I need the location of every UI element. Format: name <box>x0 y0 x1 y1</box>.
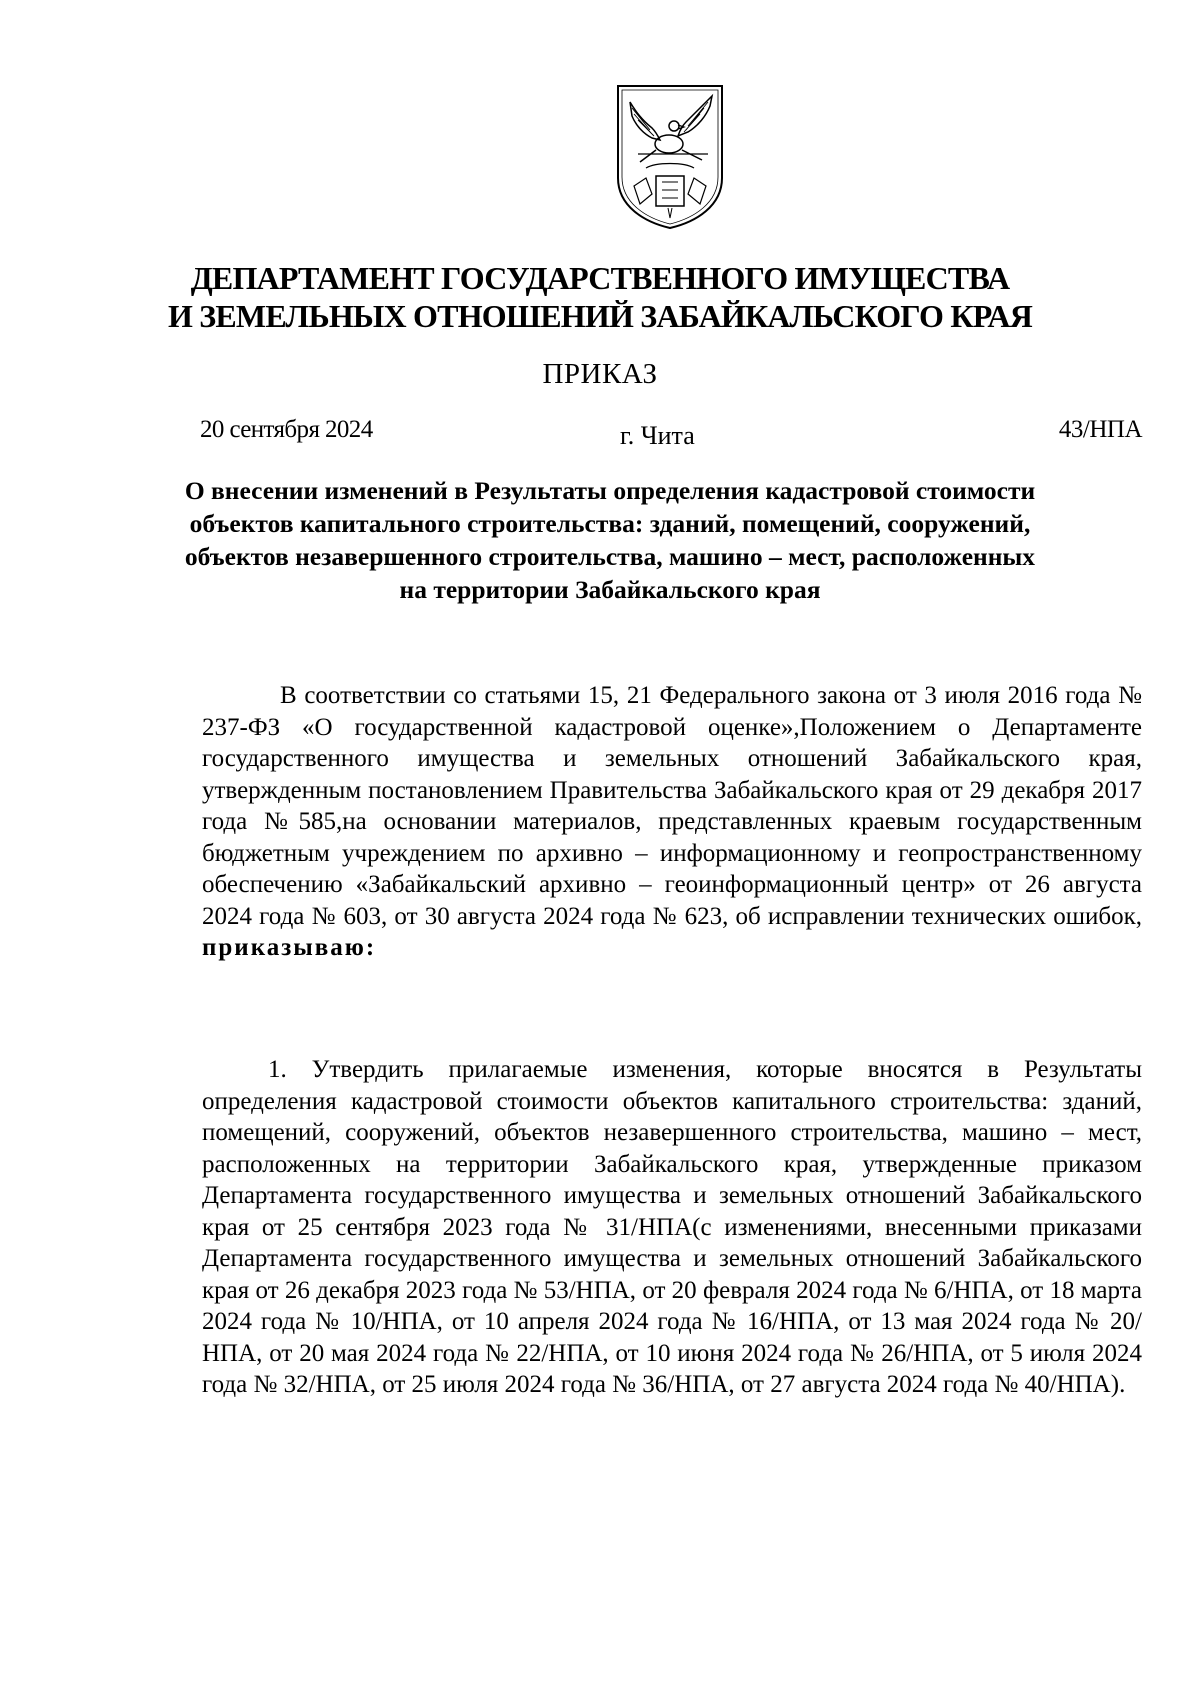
order-city: г. Чита <box>620 421 695 450</box>
department-name-line2: И ЗЕМЕЛЬНЫХ ОТНОШЕНИЙ ЗАБАЙКАЛЬСКОГО КРАЯ <box>167 298 1033 334</box>
order-directive: приказываю: <box>202 934 377 961</box>
order-date: 20 сентября 2024 <box>200 416 373 443</box>
order-number: 43/НПА <box>1058 416 1142 443</box>
body-paragraph-2: 1. Утвердить прилагаемые изменения, которые вносятся в Результаты определения кадастровой стоимости объектов капитального строительства: зданий, помещений, сооружений, объектов незавершенного строительства, машино – мест, расположенных на территории Забайкальского края, утвержденные приказом Департамента государственного имущества и земельных отношений Забайкальского края от 25 сентября 2023 года № 31/НПА(с изменениями, внесенными приказами Департамента государственного имущества и земельных отношений Забайкальского края от 26 декабря 2023 года № 53/НПА, от 20 февраля 2024 года № 6/НПА, от 18 марта 2024 года № 10/НПА, от 10 апреля 2024 года № 16/НПА, от 13 мая 2024 года № 20/НПА, от 20 мая 2024 года № 22/НПА, от 10 июня 2024 года № 26/НПА, от 5 июля 2024 года № 32/НПА, от 25 июля 2024 года № 36/НПА, от 27 августа 2024 года № 40/НПА). <box>202 1056 1142 1398</box>
department-name-line1: ДЕПАРТАМЕНТ ГОСУДАРСТВЕННОГО ИМУЩЕСТВА <box>190 260 1010 296</box>
document-type: ПРИКАЗ <box>542 358 658 390</box>
paragraph-1-text: В соответствии со статьями 15, 21 Федерального закона от 3 июля 2016 года № 237-ФЗ «О государственной кадастровой оценке»,Положением о Департаменте государственного имущества и земельных отношений Забайкальского края, утвержденным постановлением Правительства Забайкальского края от 29 декабря 2017 года №585,на основании материалов, представленных краевым государственным бюджетным учреждением по архивно – информационному и геопространственному обеспечению «Забайкальский архивно – геоинформационный центр» от 26 августа 2024 года № 603, от 30 августа 2024 года № 623, об исправлении технических ошибок, <box>202 682 1142 930</box>
coat-of-arms-icon <box>612 82 728 230</box>
body-paragraph-1 <box>202 680 1142 964</box>
order-title: О внесении изменений в Результаты определения кадастровой стоимости объектов капитального строительства: зданий, помещений, сооружений, объектов незавершенного строительства, машино – мест, расположенных на территории Забайкальского края <box>184 476 1036 604</box>
